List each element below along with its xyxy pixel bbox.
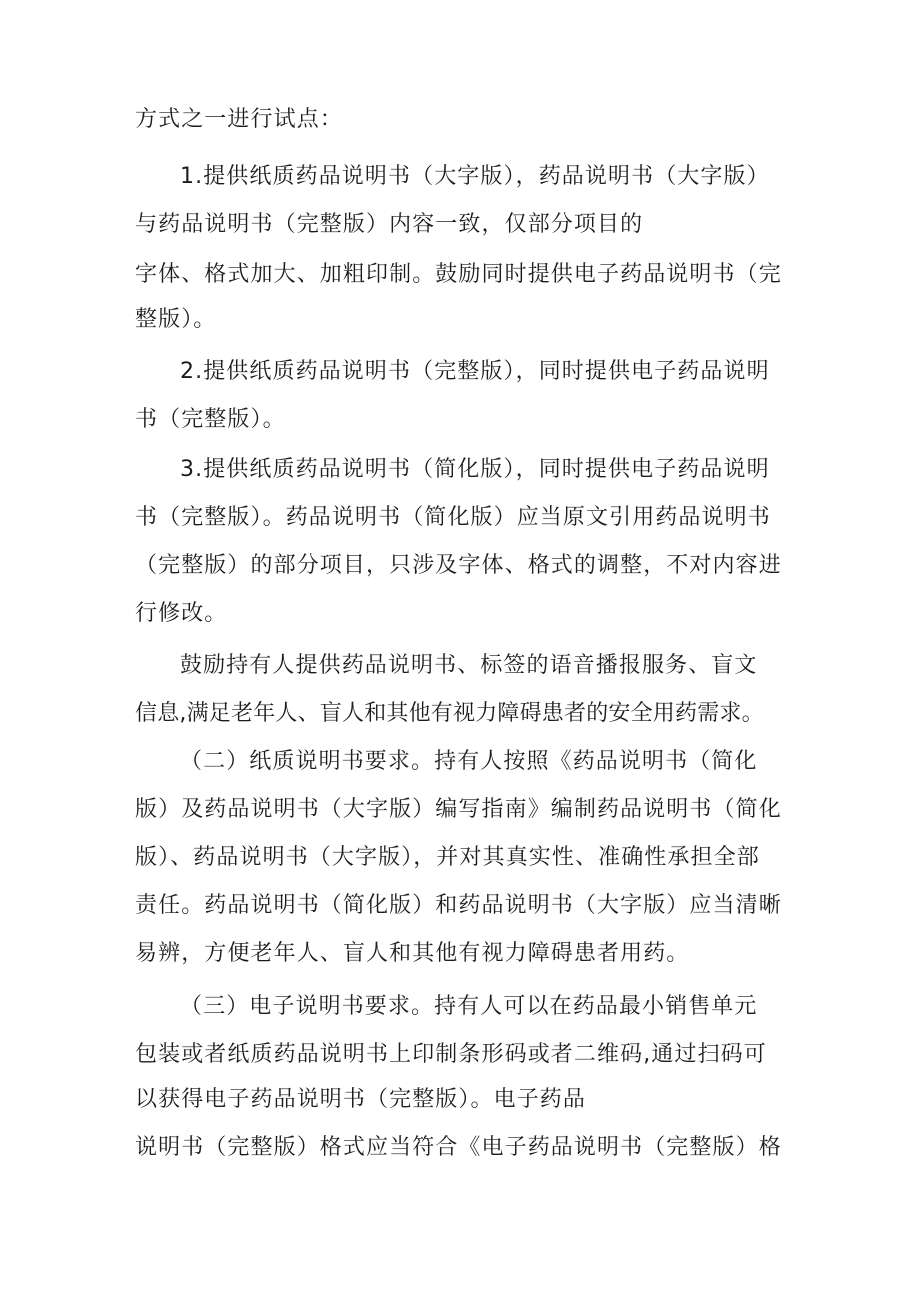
text-line-9: 书（完整版）。药品说明书（简化版）应当原文引用药品说明书 <box>135 505 771 530</box>
text-line-1: 方式之一进行试点： <box>135 107 343 132</box>
text-line-17: 责任。药品说明书（简化版）和药品说明书（大字版）应当清晰 <box>135 893 782 918</box>
text-line-5: 整版）。 <box>135 307 217 332</box>
text-line-18: 易辨，方便老年人、盲人和其他有视力障碍患者用药。 <box>135 941 690 966</box>
text-line-19: （三）电子说明书要求。持有人可以在药品最小销售单元 <box>180 994 758 1019</box>
text-line-15: 版）及药品说明书（大字版）编写指南》编制药品说明书（简化 <box>135 797 782 822</box>
text-line-7: 书（完整版）。 <box>135 407 286 432</box>
text-line-14: （二）纸质说明书要求。持有人按照《药品说明书（简化 <box>180 749 758 774</box>
text-line-3: 与药品说明书（完整版）内容一致，仅部分项目的 <box>135 212 644 237</box>
text-line-22: 说明书（完整版）格式应当符合《电子药品说明书（完整版）格 <box>135 1135 782 1160</box>
text-line-12: 鼓励持有人提供药品说明书、标签的语音播报服务、盲文 <box>180 653 758 678</box>
text-line-20: 包装或者纸质药品说明书上印制条形码或者二维码,通过扫码可 <box>135 1042 767 1067</box>
text-line-6: 2.提供纸质药品说明书（完整版），同时提供电子药品说明 <box>180 359 770 384</box>
text-line-11: 行修改。 <box>135 601 228 626</box>
text-line-10: （完整版）的部分项目，只涉及字体、格式的调整，不对内容进 <box>135 553 782 578</box>
text-line-16: 版）、药品说明书（大字版），并对其真实性、准确性承担全部 <box>135 845 760 870</box>
text-line-4: 字体、格式加大、加粗印制。鼓励同时提供电子药品说明书（完 <box>135 262 782 287</box>
text-line-8: 3.提供纸质药品说明书（简化版），同时提供电子药品说明 <box>180 457 770 482</box>
text-line-21: 以获得电子药品说明书（完整版）。电子药品 <box>135 1087 587 1112</box>
text-line-13: 信息,满足老年人、盲人和其他有视力障碍患者的安全用药需求。 <box>135 701 764 726</box>
text-line-2: 1.提供纸质药品说明书（大字版），药品说明书（大字版） <box>180 164 770 189</box>
